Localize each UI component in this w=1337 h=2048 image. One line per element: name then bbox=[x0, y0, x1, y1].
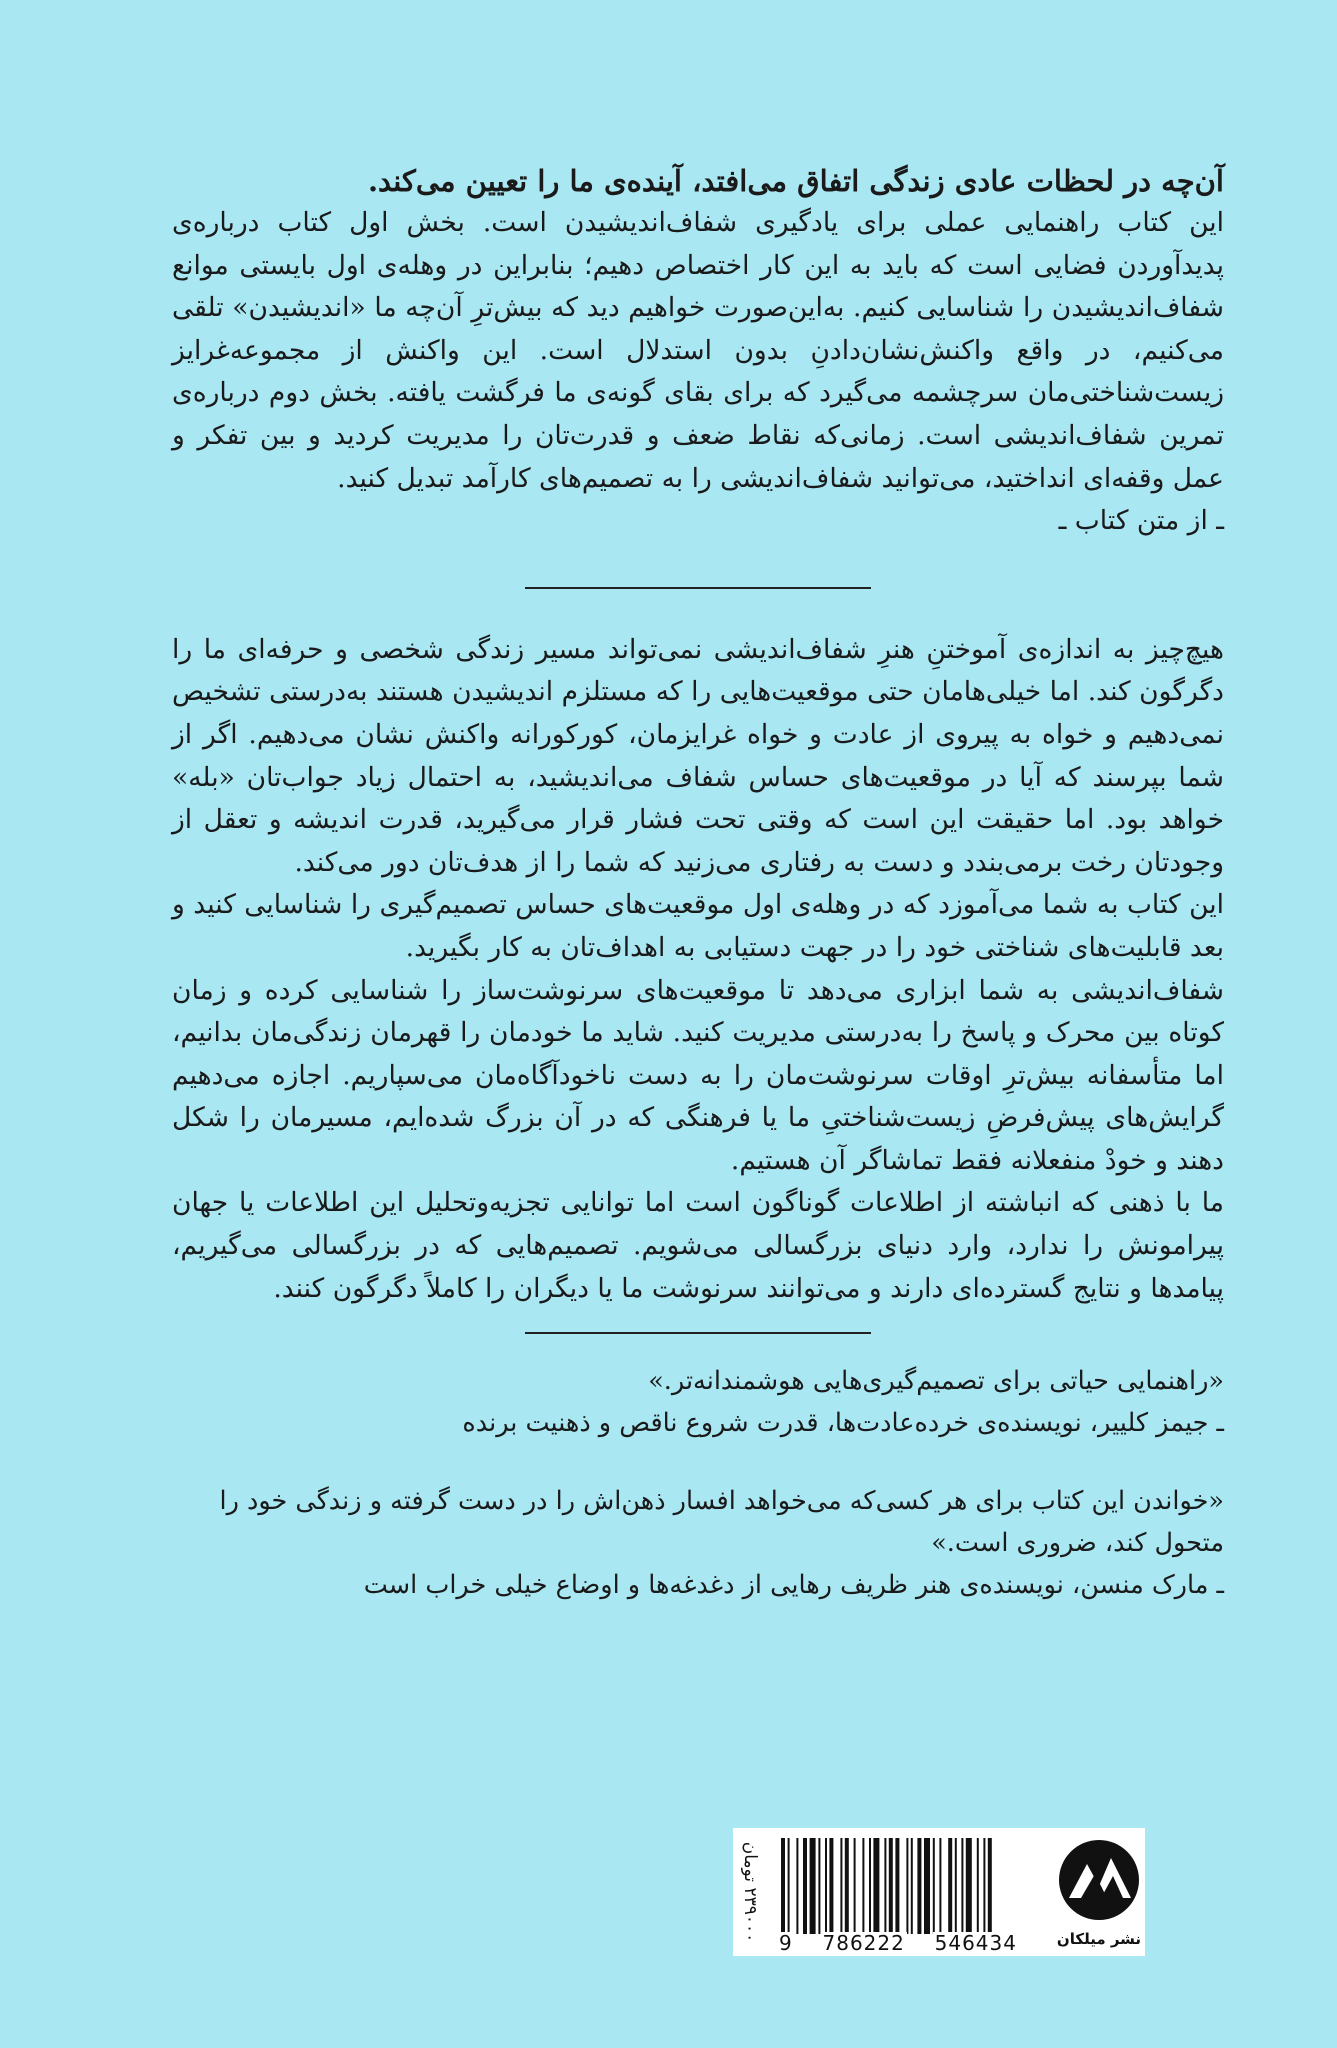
barcode-bar bbox=[884, 1838, 886, 1934]
isbn-first-digit: 9 bbox=[779, 1931, 793, 1955]
testimonial bbox=[172, 1480, 1224, 1606]
barcode-bar bbox=[939, 1838, 941, 1934]
back-cover-text bbox=[172, 160, 1224, 1606]
barcode-panel bbox=[733, 1828, 1145, 1956]
barcode-bar bbox=[948, 1838, 952, 1934]
barcode-bar bbox=[917, 1838, 921, 1934]
isbn-group-b: 546434 bbox=[934, 1931, 1017, 1955]
testimonial-attribution: ـ جیمز کلییر، نویسنده‌ی خرده‌عادت‌ها، قدرت شروع ناقص و ذهنیت برنده bbox=[462, 1408, 1224, 1439]
body-paragraph: هیچ‌چیز به اندازه‌ی آموختنِ هنرِ شفاف‌اندیشی نمی‌تواند مسیر زندگی شخصی و حرفه‌ای ما را دگرگون کند. اما خیلی‌هامان حتی موقعیت‌هایی را که مستلزم اندیشیدن هستند به‌درستی تشخیص نمی‌دهیم و خواه به پیروی از عادت و خواه غرایزمان، کورکورانه واکنش نشان می‌دهیم. اگر از شما بپرسند که آیا در موقعیت‌های حساس شفاف می‌اندیشید، به احتمال زیاد جواب‌تان «بله» خواهد بود. اما حقیقت این است که وقتی تحت فشار قرار می‌گیرید، قدرت اندیشه و تعقل از وجودتان رخت برمی‌بندد و دست به رفتاری می‌زنید که شما را از هدف‌تان دور می‌کند. bbox=[172, 633, 1224, 878]
isbn-digits bbox=[767, 1928, 1053, 1954]
barcode-bar bbox=[889, 1838, 893, 1934]
publisher-name: نشر میلکان bbox=[1056, 1930, 1142, 1948]
divider bbox=[525, 1332, 871, 1334]
barcode-bar bbox=[966, 1838, 972, 1934]
barcode-bar bbox=[869, 1838, 871, 1934]
barcode-bar bbox=[818, 1838, 820, 1934]
isbn-group-a: 786222 bbox=[822, 1931, 905, 1955]
price-label bbox=[735, 1828, 765, 1956]
barcode-bar bbox=[810, 1838, 816, 1934]
testimonial-quote: «خواندن این کتاب برای هر کسی‌که می‌خواهد افسار ذهن‌اش را در دست گرفته و زندگی خود را متحول کند، ضروری است.» bbox=[219, 1486, 1224, 1559]
testimonial-attribution: ـ مارک منسن، نویسنده‌ی هنر ظریف رهایی از دغدغه‌ها و اوضاع خیلی خراب است bbox=[363, 1570, 1224, 1601]
barcode-bar bbox=[911, 1838, 913, 1934]
barcode-bar bbox=[906, 1838, 908, 1934]
intro-paragraph: این کتاب راهنمایی عملی برای یادگیری شفاف‌اندیشیدن است. بخش اول کتاب درباره‌ی پدیدآوردن فضایی است که باید به این کار اختصاص دهیم؛ بنابراین در وهله‌ی اول بایستی موانع شفاف‌اندیشیدن را شناسایی کنیم. به‌این‌صورت خواهیم دید که بیش‌ترِ آن‌چه ما «اندیشیدن» تلقی می‌کنیم، در واقع واکنش‌نشان‌دادنِ بدون استدلال است. این واکنش از مجموعه‌غرایز زیست‌شناختی‌مان سرچشمه می‌گیرد که برای بقای گونه‌ی ما فرگشت یافته. بخش دوم درباره‌ی تمرین شفاف‌اندیشی است. زمانی‌که نقاط ضعف و قدرت‌تان را مدیریت کردید و بین تفکر و عمل وقفه‌ای انداختید، می‌توانید شفاف‌اندیشی را به تصمیم‌های کارآمد تبدیل کنید. bbox=[172, 207, 1224, 494]
price-text: ۲۳۹۰۰۰ تومان bbox=[740, 1841, 761, 1943]
barcode-bar bbox=[983, 1838, 985, 1934]
barcode-bar bbox=[895, 1838, 899, 1934]
intro-source: ـ از متن کتاب ـ bbox=[1058, 505, 1224, 537]
body-paragraph: این کتاب به شما می‌آموزد که در وهله‌ی اول موقعیت‌های حساس تصمیم‌گیری را شناسایی کنید و بعد قابلیت‌های شناختی خود را در جهت دستیابی به اهداف‌تان به کار بگیرید. bbox=[172, 889, 1224, 963]
barcode-bar bbox=[829, 1838, 833, 1934]
barcode-bar bbox=[977, 1838, 979, 1934]
barcode-bar bbox=[825, 1838, 827, 1934]
barcode-bar bbox=[796, 1838, 798, 1934]
barcode-bar bbox=[955, 1838, 957, 1934]
barcode-bar bbox=[854, 1838, 856, 1934]
barcode-bar bbox=[840, 1838, 842, 1934]
barcode-bar bbox=[933, 1838, 935, 1934]
divider bbox=[525, 587, 871, 589]
barcode-bar bbox=[803, 1838, 807, 1934]
body-paragraph: شفاف‌اندیشی به شما ابزاری می‌دهد تا موقعیت‌های سرنوشت‌ساز را شناسایی کرده و زمان کوتاه بین محرک و پاسخ را به‌درستی مدیریت کنید. شاید ما خودمان را قهرمان زندگی‌مان بدانیم، اما متأسفانه بیش‌ترِ اوقات سرنوشت‌مان را به دست ناخودآگاه‌مان می‌سپاریم. اجازه می‌دهیم گرایش‌های پیش‌فرضِ زیست‌شناختیِ ما یا فرهنگی که در آن بزرگ شده‌ایم، مسیرمان را شکل دهند و خودْ منفعلانه فقط تماشاگر آن هستیم. bbox=[172, 974, 1224, 1176]
testimonial bbox=[172, 1360, 1224, 1444]
barcode-bar bbox=[862, 1838, 864, 1934]
body-paragraph: ما با ذهنی که انباشته از اطلاعات گوناگون است اما توانایی تجزیه‌وتحلیل این اطلاعات یا جهان پیرامونش را ندارد، وارد دنیای بزرگسالی می‌شویم. تصمیم‌هایی که در بزرگسالی می‌گیریم، پیامدها و نتایج گسترده‌ای دارند و می‌توانند سرنوشت ما یا دیگران را کاملاً دگرگون کنند. bbox=[172, 1187, 1224, 1304]
headline: آن‌چه در لحظات عادی زندگی اتفاق می‌افتد، آینده‌ی ما را تعیین می‌کند. bbox=[367, 164, 1224, 198]
barcode-bar bbox=[845, 1838, 849, 1934]
barcode-bar bbox=[961, 1838, 963, 1934]
testimonial-quote: «راهنمایی حیاتی برای تصمیم‌گیری‌هایی هوشمندانه‌تر.» bbox=[648, 1366, 1224, 1397]
barcode-bar bbox=[924, 1838, 930, 1934]
barcode-bar bbox=[873, 1838, 879, 1934]
